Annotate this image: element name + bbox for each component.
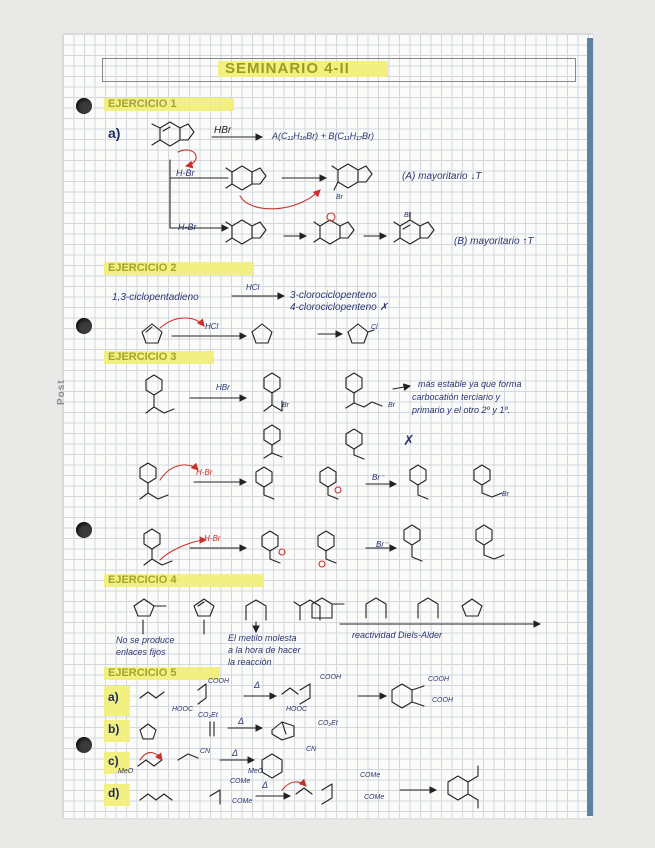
rank-diene (366, 598, 386, 618)
note-text: carbocatión terciario y (412, 392, 501, 402)
cyclohexene-product (392, 684, 424, 708)
molecule-product (410, 465, 428, 499)
molecule-bicyclic (152, 122, 194, 146)
mechanism-arrow (178, 150, 196, 166)
reagent-label: H-Br (196, 468, 213, 477)
diene-cyclopentadiene (194, 599, 214, 616)
group-label: MeO (118, 768, 134, 775)
charge-mark (327, 213, 335, 221)
br-label: Br (404, 212, 411, 219)
reagent-label: H-Br (204, 534, 221, 543)
part-label: c) (108, 754, 119, 768)
heat-symbol: Δ (238, 716, 245, 726)
pointer-arrow (143, 620, 256, 634)
chlorocyclopentene (348, 324, 374, 343)
product-name: 3-clorociclopenteno (290, 290, 377, 301)
reactant-name: 1,3-ciclopentadieno (112, 292, 199, 303)
product-name: 4-clorociclopenteno ✗ (290, 302, 388, 313)
reaction-arrow (170, 160, 228, 228)
group-label: COMe (230, 778, 251, 785)
section-heading: EJERCICIO 3 (108, 351, 177, 363)
page-title: SEMINARIO 4-II (225, 60, 350, 77)
dienophile (198, 684, 206, 704)
cyclopentenyl-cation (252, 324, 272, 343)
part-label: b) (108, 722, 120, 736)
mechanism-arrow (140, 752, 162, 760)
heat-symbol: Δ (254, 680, 261, 690)
molecule-bicyclic (332, 164, 372, 190)
group-label: CN (306, 746, 317, 753)
note-text: a la hora de hacer (228, 645, 301, 655)
br-label: Br⁻ (376, 540, 389, 549)
mechanism-arrow (160, 465, 198, 480)
mechanism-arrow (160, 540, 206, 560)
group-label: COMe (360, 772, 381, 779)
carbocation (318, 531, 336, 563)
molecule-product (476, 525, 504, 559)
section-heading: EJERCICIO 5 (108, 667, 177, 679)
carbocation (262, 531, 280, 563)
charge-mark (319, 561, 325, 567)
part-label: d) (108, 786, 120, 800)
group-label: COMe (364, 794, 385, 801)
molecule-product (474, 465, 502, 497)
diene (140, 794, 172, 800)
br-label: Br (502, 491, 509, 498)
transition-state (296, 784, 332, 804)
cyclohexene-product (262, 754, 282, 778)
heat-symbol: Δ (262, 780, 269, 790)
br-label: Br⁻ (372, 473, 385, 482)
carbocation (256, 467, 274, 499)
scale-label: reactividad Diels-Alder (352, 630, 443, 640)
molecule-bicyclic (226, 220, 266, 244)
rank-diene (418, 598, 438, 618)
heat-symbol: Δ (232, 748, 239, 758)
annotation-arrow (393, 386, 410, 389)
br-label: Br (388, 402, 395, 409)
charge-mark (335, 487, 341, 493)
molecule-product (346, 373, 382, 408)
group-label: HOOC (286, 706, 307, 713)
br-label: Br (282, 402, 289, 409)
transition-state (282, 684, 310, 704)
molecule-product (346, 429, 364, 459)
note-text: primario y el otro 2º y 1º. (412, 405, 511, 415)
section-heading: EJERCICIO 2 (108, 262, 177, 274)
diene (138, 760, 162, 766)
note-text: la reacción (228, 657, 272, 667)
mechanism-arrow (240, 190, 320, 209)
diene-cis (246, 600, 266, 620)
side-stamp: Post (56, 379, 67, 405)
molecule-bicyclic (314, 220, 354, 244)
alkyne (210, 722, 214, 736)
diene-fulvene (134, 599, 166, 616)
reagent-label: HBr (216, 383, 230, 392)
group-label: COMe (232, 798, 253, 805)
note-text: más estable ya que forma (418, 379, 522, 389)
cl-label: Cl (371, 324, 378, 331)
cyclopentadiene (142, 324, 162, 343)
group-label: CN (200, 748, 211, 755)
bicyclic-product (272, 722, 294, 740)
molecule-product (264, 425, 282, 458)
group-label: CO₂Et (318, 720, 338, 727)
molecule-product (264, 373, 282, 411)
reagent-label: HCl (246, 283, 260, 292)
molecule-bicyclic (226, 166, 266, 190)
note-text: No se produce (116, 635, 175, 645)
group-label: COOH (320, 674, 341, 681)
part-label: a) (108, 690, 119, 704)
section-heading: EJERCICIO 1 (108, 98, 177, 110)
carbocation (320, 467, 338, 499)
rank-fulvene (312, 598, 344, 618)
reagent-label: H-Br (176, 168, 195, 178)
group-label: COOH (428, 676, 449, 683)
molecule-phenyl-diene (144, 529, 172, 565)
molecule-bicyclic (394, 212, 434, 244)
reagent-label: H-Br (178, 222, 197, 232)
group-label: HOOC (172, 706, 193, 713)
products-formula: A(C₁₁H₁₆Br) + B(C₁₁H₁₇Br) (272, 131, 375, 141)
part-label: a) (108, 125, 121, 141)
result-b: (B) mayoritario ↑T (454, 236, 534, 247)
diene (140, 692, 164, 698)
cross-mark: ✗ (403, 432, 415, 448)
molecule-phenyl-diene (140, 463, 168, 499)
reagent-label: HBr (214, 125, 232, 136)
charge-mark (279, 549, 285, 555)
reagent-label: HCl (205, 322, 219, 331)
dienophile (178, 754, 198, 760)
section-heading: EJERCICIO 4 (108, 574, 177, 586)
molecule-phenyl-diene (146, 375, 174, 413)
rank-cyclopentadiene (462, 599, 482, 616)
note-text: enlaces fijos (116, 647, 166, 657)
br-label: Br (336, 194, 343, 201)
dienophile (210, 790, 220, 804)
cyclopentadiene (140, 724, 156, 739)
diene-methyl (294, 600, 320, 620)
group-label: COOH (432, 697, 453, 704)
group-label: COOH (208, 678, 229, 685)
cyclohexene-product (448, 766, 478, 808)
note-text: El metilo molesta (228, 633, 297, 643)
molecule-product (404, 525, 422, 561)
group-label: MeO (248, 768, 264, 775)
mechanism-arrow (160, 318, 204, 328)
group-label: CO₂Et (198, 712, 218, 719)
result-a: (A) mayoritario ↓T (402, 171, 482, 182)
